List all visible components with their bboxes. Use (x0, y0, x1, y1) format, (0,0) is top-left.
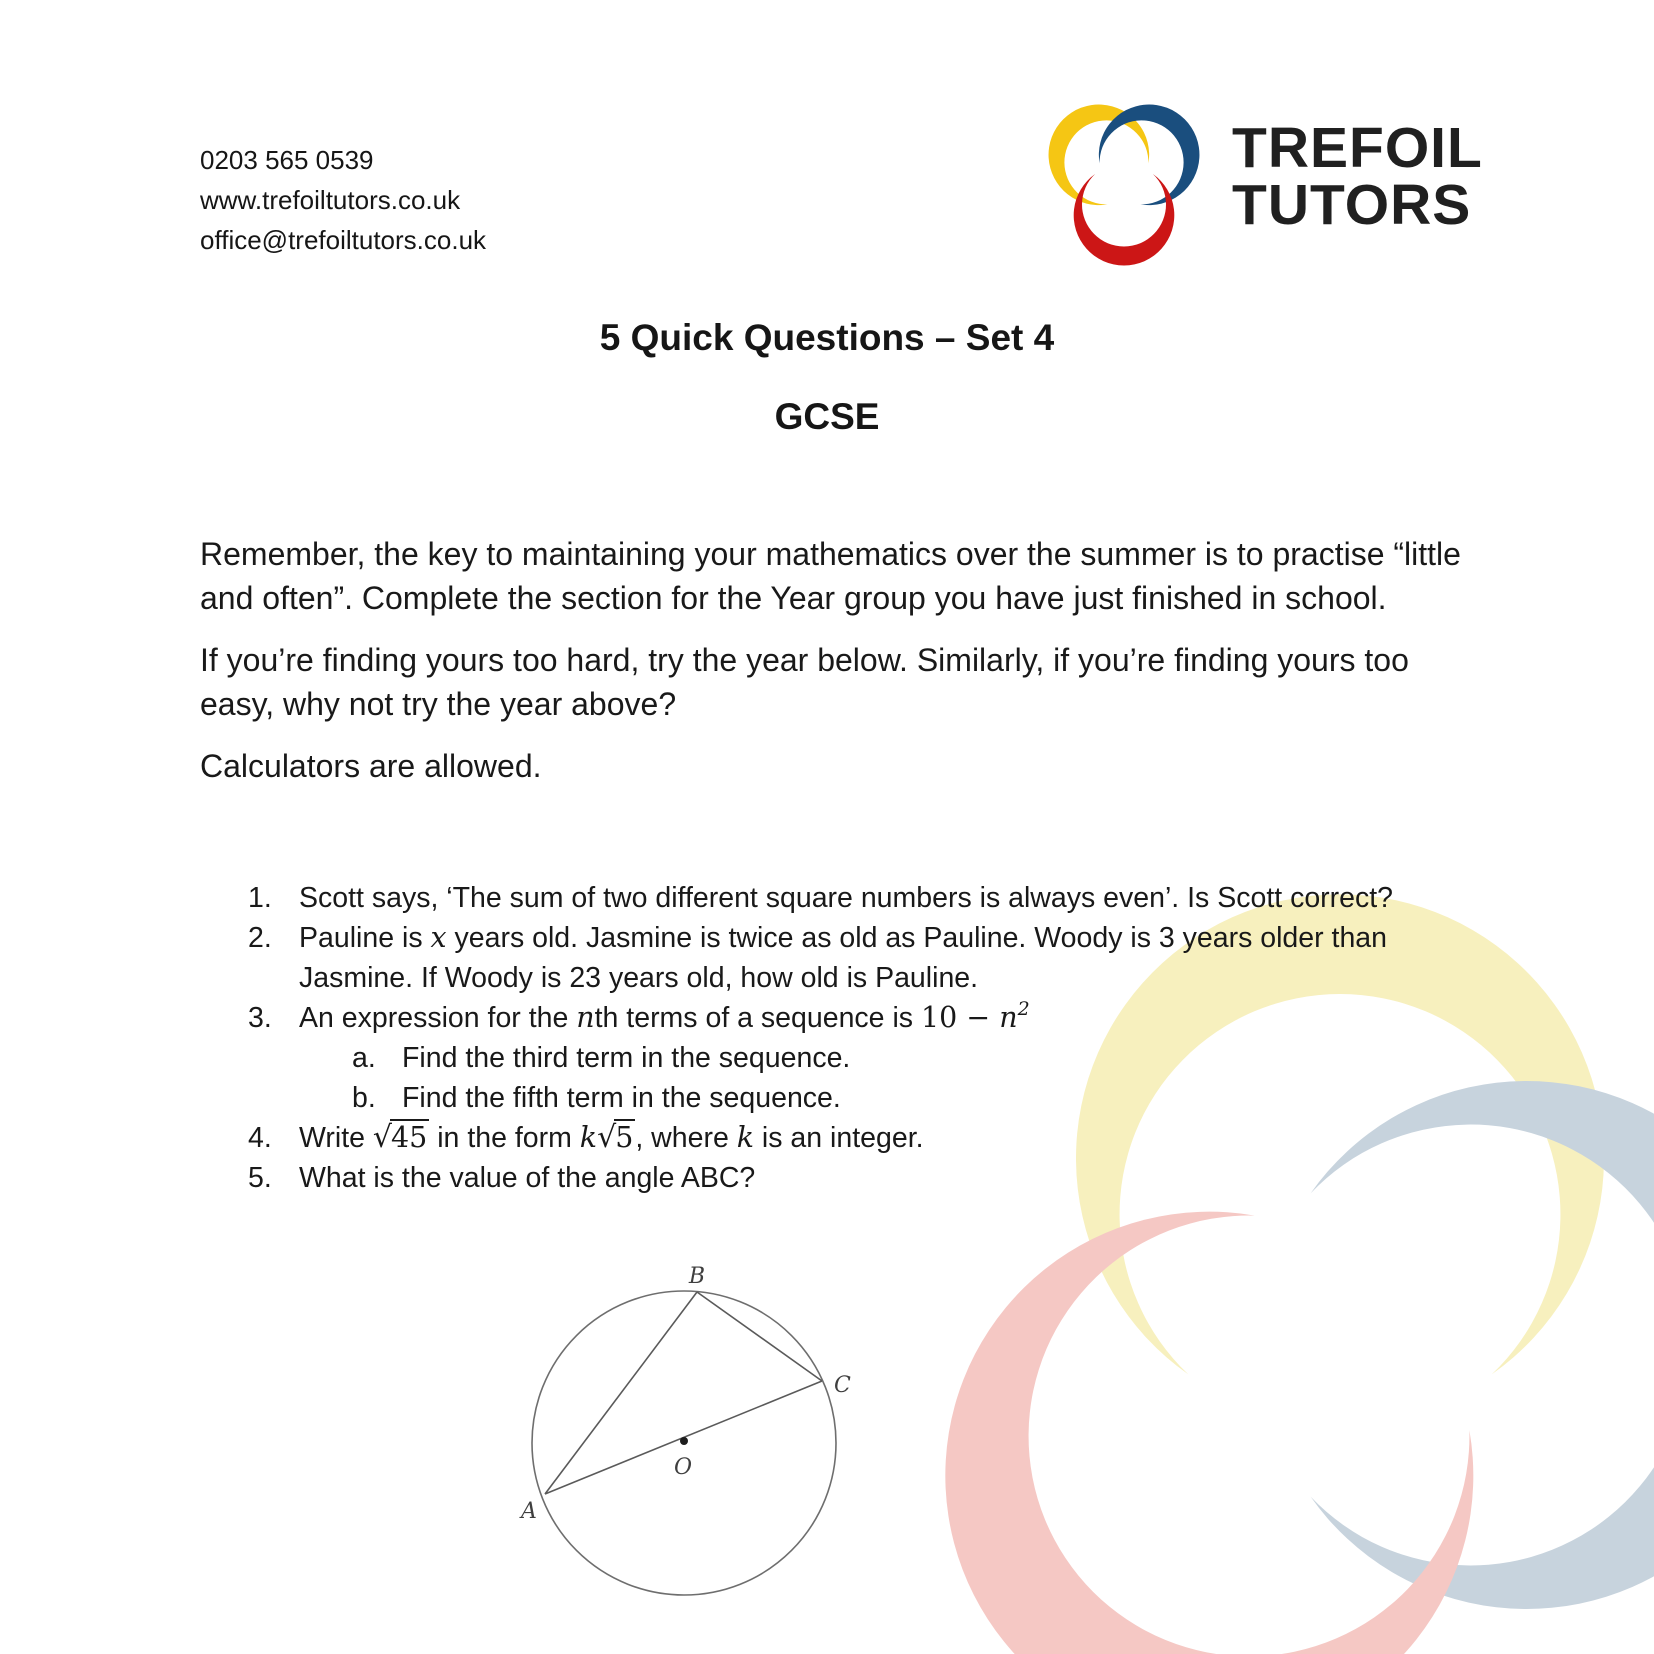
intro-p2-line1: If you’re finding yours too hard, try the year below. Similarly, if you’re finding yours too (200, 642, 1409, 678)
watermark-pink-arc (945, 1212, 1473, 1654)
math-variable-n: n (999, 1001, 1018, 1034)
intro-p3-line1: Calculators are allowed. (200, 748, 542, 784)
centre-point-O (680, 1437, 688, 1445)
intro-p2-line2: easy, why not try the year above? (200, 686, 677, 722)
math-variable-k: k (579, 1121, 598, 1154)
question-4-text-mid2: , where (635, 1122, 737, 1154)
math-variable-k: k (736, 1121, 754, 1154)
intro-paragraph-1 (200, 532, 1461, 620)
question-1-text: Scott says, ‘The sum of two different square numbers is always even’. Is Scott correct? (299, 882, 1394, 914)
question-4-text-pre: Write (299, 1122, 373, 1154)
contact-email: office@trefoiltutors.co.uk (200, 225, 487, 255)
question-3a (200, 1038, 1393, 1078)
radicand-5: 5 (615, 1121, 634, 1154)
trefoil-logo-icon (1046, 102, 1202, 268)
question-4-text-mid1: in the form (429, 1122, 580, 1154)
question-3a-text: Find the third term in the sequence. (402, 1042, 851, 1074)
question-number: 2. (248, 922, 272, 954)
intro-paragraph-2 (200, 638, 1461, 726)
question-list (200, 878, 1393, 1198)
logo-red-arc (1053, 144, 1195, 268)
radical-sign: √ (372, 1120, 393, 1155)
question-3b-text: Find the fifth term in the sequence. (402, 1082, 841, 1114)
question-4 (200, 1118, 1393, 1158)
question-3 (200, 998, 1393, 1038)
math-variable-n: n (576, 1001, 595, 1034)
math-superscript-2: 2 (1017, 998, 1030, 1020)
question-letter: b. (352, 1082, 376, 1114)
contact-block (200, 140, 486, 260)
radical-sign: √ (597, 1120, 617, 1155)
point-label-A: A (521, 1499, 537, 1524)
question-3-text-mid: th terms of a sequence is (594, 1002, 921, 1034)
question-1 (200, 878, 1393, 918)
math-expression-number: 10 − (920, 1001, 1000, 1034)
page-title: 5 Quick Questions – Set 4 (599, 317, 1055, 358)
contact-website: www.trefoiltutors.co.uk (200, 185, 461, 215)
circle-diagram (505, 1250, 885, 1610)
page-subtitle: GCSE (774, 396, 880, 437)
point-label-B: B (688, 1264, 706, 1289)
logo-wordmark (1232, 116, 1483, 237)
intro-paragraph-3 (200, 744, 1461, 788)
question-4-text-post: is an integer. (754, 1122, 924, 1154)
question-number: 5. (248, 1162, 272, 1194)
intro-p1-line2: and often”. Complete the section for the Year group you have just finished in school. (200, 580, 1387, 616)
question-number: 3. (248, 1002, 272, 1034)
question-2 (200, 918, 1393, 958)
question-2-text-pre: Pauline is (299, 922, 431, 954)
question-2-text-post: years old. Jasmine is twice as old as Pauline. Woody is 3 years older than (446, 922, 1388, 954)
question-2-line2: Jasmine. If Woody is 23 years old, how old is Pauline. (299, 962, 979, 994)
question-5 (200, 1158, 1393, 1198)
point-label-O: O (673, 1455, 693, 1480)
contact-phone: 0203 565 0539 (200, 145, 374, 175)
intro-section (200, 532, 1461, 806)
chord-BC (697, 1292, 822, 1381)
question-2-continued (200, 958, 1393, 998)
question-5-text: What is the value of the angle ABC? (299, 1162, 756, 1194)
radicand-45: 45 (391, 1121, 428, 1154)
question-number: 4. (248, 1122, 272, 1154)
math-variable-x: x (430, 921, 447, 954)
question-3-text-pre: An expression for the (299, 1002, 577, 1034)
point-label-C: C (834, 1373, 851, 1398)
question-letter: a. (352, 1042, 376, 1074)
logo-wordmark-line1: TREFOIL (1232, 116, 1483, 180)
question-3b (200, 1078, 1393, 1118)
intro-p1-line1: Remember, the key to maintaining your mathematics over the summer is to practise “little (200, 536, 1461, 572)
question-number: 1. (248, 882, 272, 914)
logo-blue-arc (1099, 105, 1200, 206)
logo-wordmark-line2: TUTORS (1232, 173, 1472, 237)
